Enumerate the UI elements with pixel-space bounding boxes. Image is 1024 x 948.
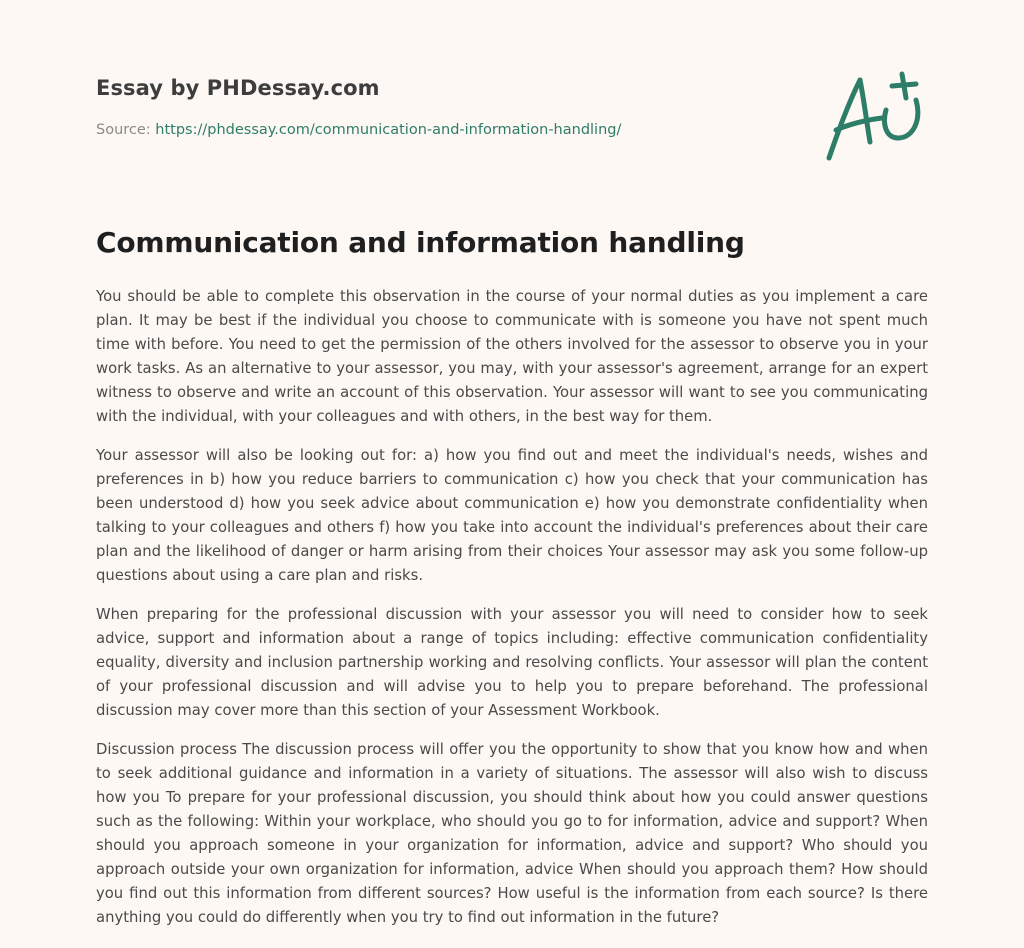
source-line — [96, 122, 928, 138]
site-title: Essay by PHDessay.com — [96, 76, 380, 100]
essay-paragraph: You should be able to complete this observation in the course of your normal duties as you implement a care plan. It may be best if the individual you choose to communicate with is someone you have not spent much time with before. You need to get the permission of the others involved for the assessor to observe you in your work tasks. As an alternative to your assessor, you may, with your assessor's agreement, arrange for an expert witness to observe and write an account of this observation. Your assessor will want to see you communicating with the individual, with your colleagues and with others, in the best way for them. — [96, 288, 928, 425]
essay-body — [96, 285, 928, 945]
source-label: Source: — [96, 122, 151, 138]
site-header — [96, 76, 928, 138]
a-plus-grade-icon — [820, 66, 930, 166]
source-link[interactable]: https://phdessay.com/communication-and-information-handling/ — [155, 122, 622, 138]
essay-paragraph: Discussion process The discussion process will offer you the opportunity to show that you know how and when to seek additional guidance and information in a variety of situations. The assessor will also wish to discuss how you To prepare for your professional discussion, you should think about how you could answer questions such as the following: Within your workplace, who should you go to for information, advice and support? When should you approach someone in your organization for information, advice and support? Who should you approach outside your own organization for information, advice When should you approach them? How should you find out this information from different sources? How useful is the information from each source? Is there anything you could do differently when you try to find out information in the future? — [96, 741, 928, 926]
essay-paragraph: When preparing for the professional discussion with your assessor you will need to consider how to seek advice, support and information about a range of topics including: effective communication confidentiality equality, diversity and inclusion partnership working and resolving conflicts. Your assessor will plan the content of your professional discussion and will advise you to help you to prepare beforehand. The professional discussion may cover more than this section of your Assessment Workbook. — [96, 606, 928, 719]
essay-paragraph: Your assessor will also be looking out for: a) how you find out and meet the individual's needs, wishes and preferences in b) how you reduce barriers to communication c) how you check that your communication has been understood d) how you seek advice about communication e) how you demonstrate confidentiality when talking to your colleagues and others f) how you take into account the individual's preferences about their care plan and the likelihood of danger or harm arising from their choices Your assessor may ask you some follow-up questions about using a care plan and risks. — [96, 447, 928, 584]
essay-title: Communication and information handling — [96, 226, 745, 259]
